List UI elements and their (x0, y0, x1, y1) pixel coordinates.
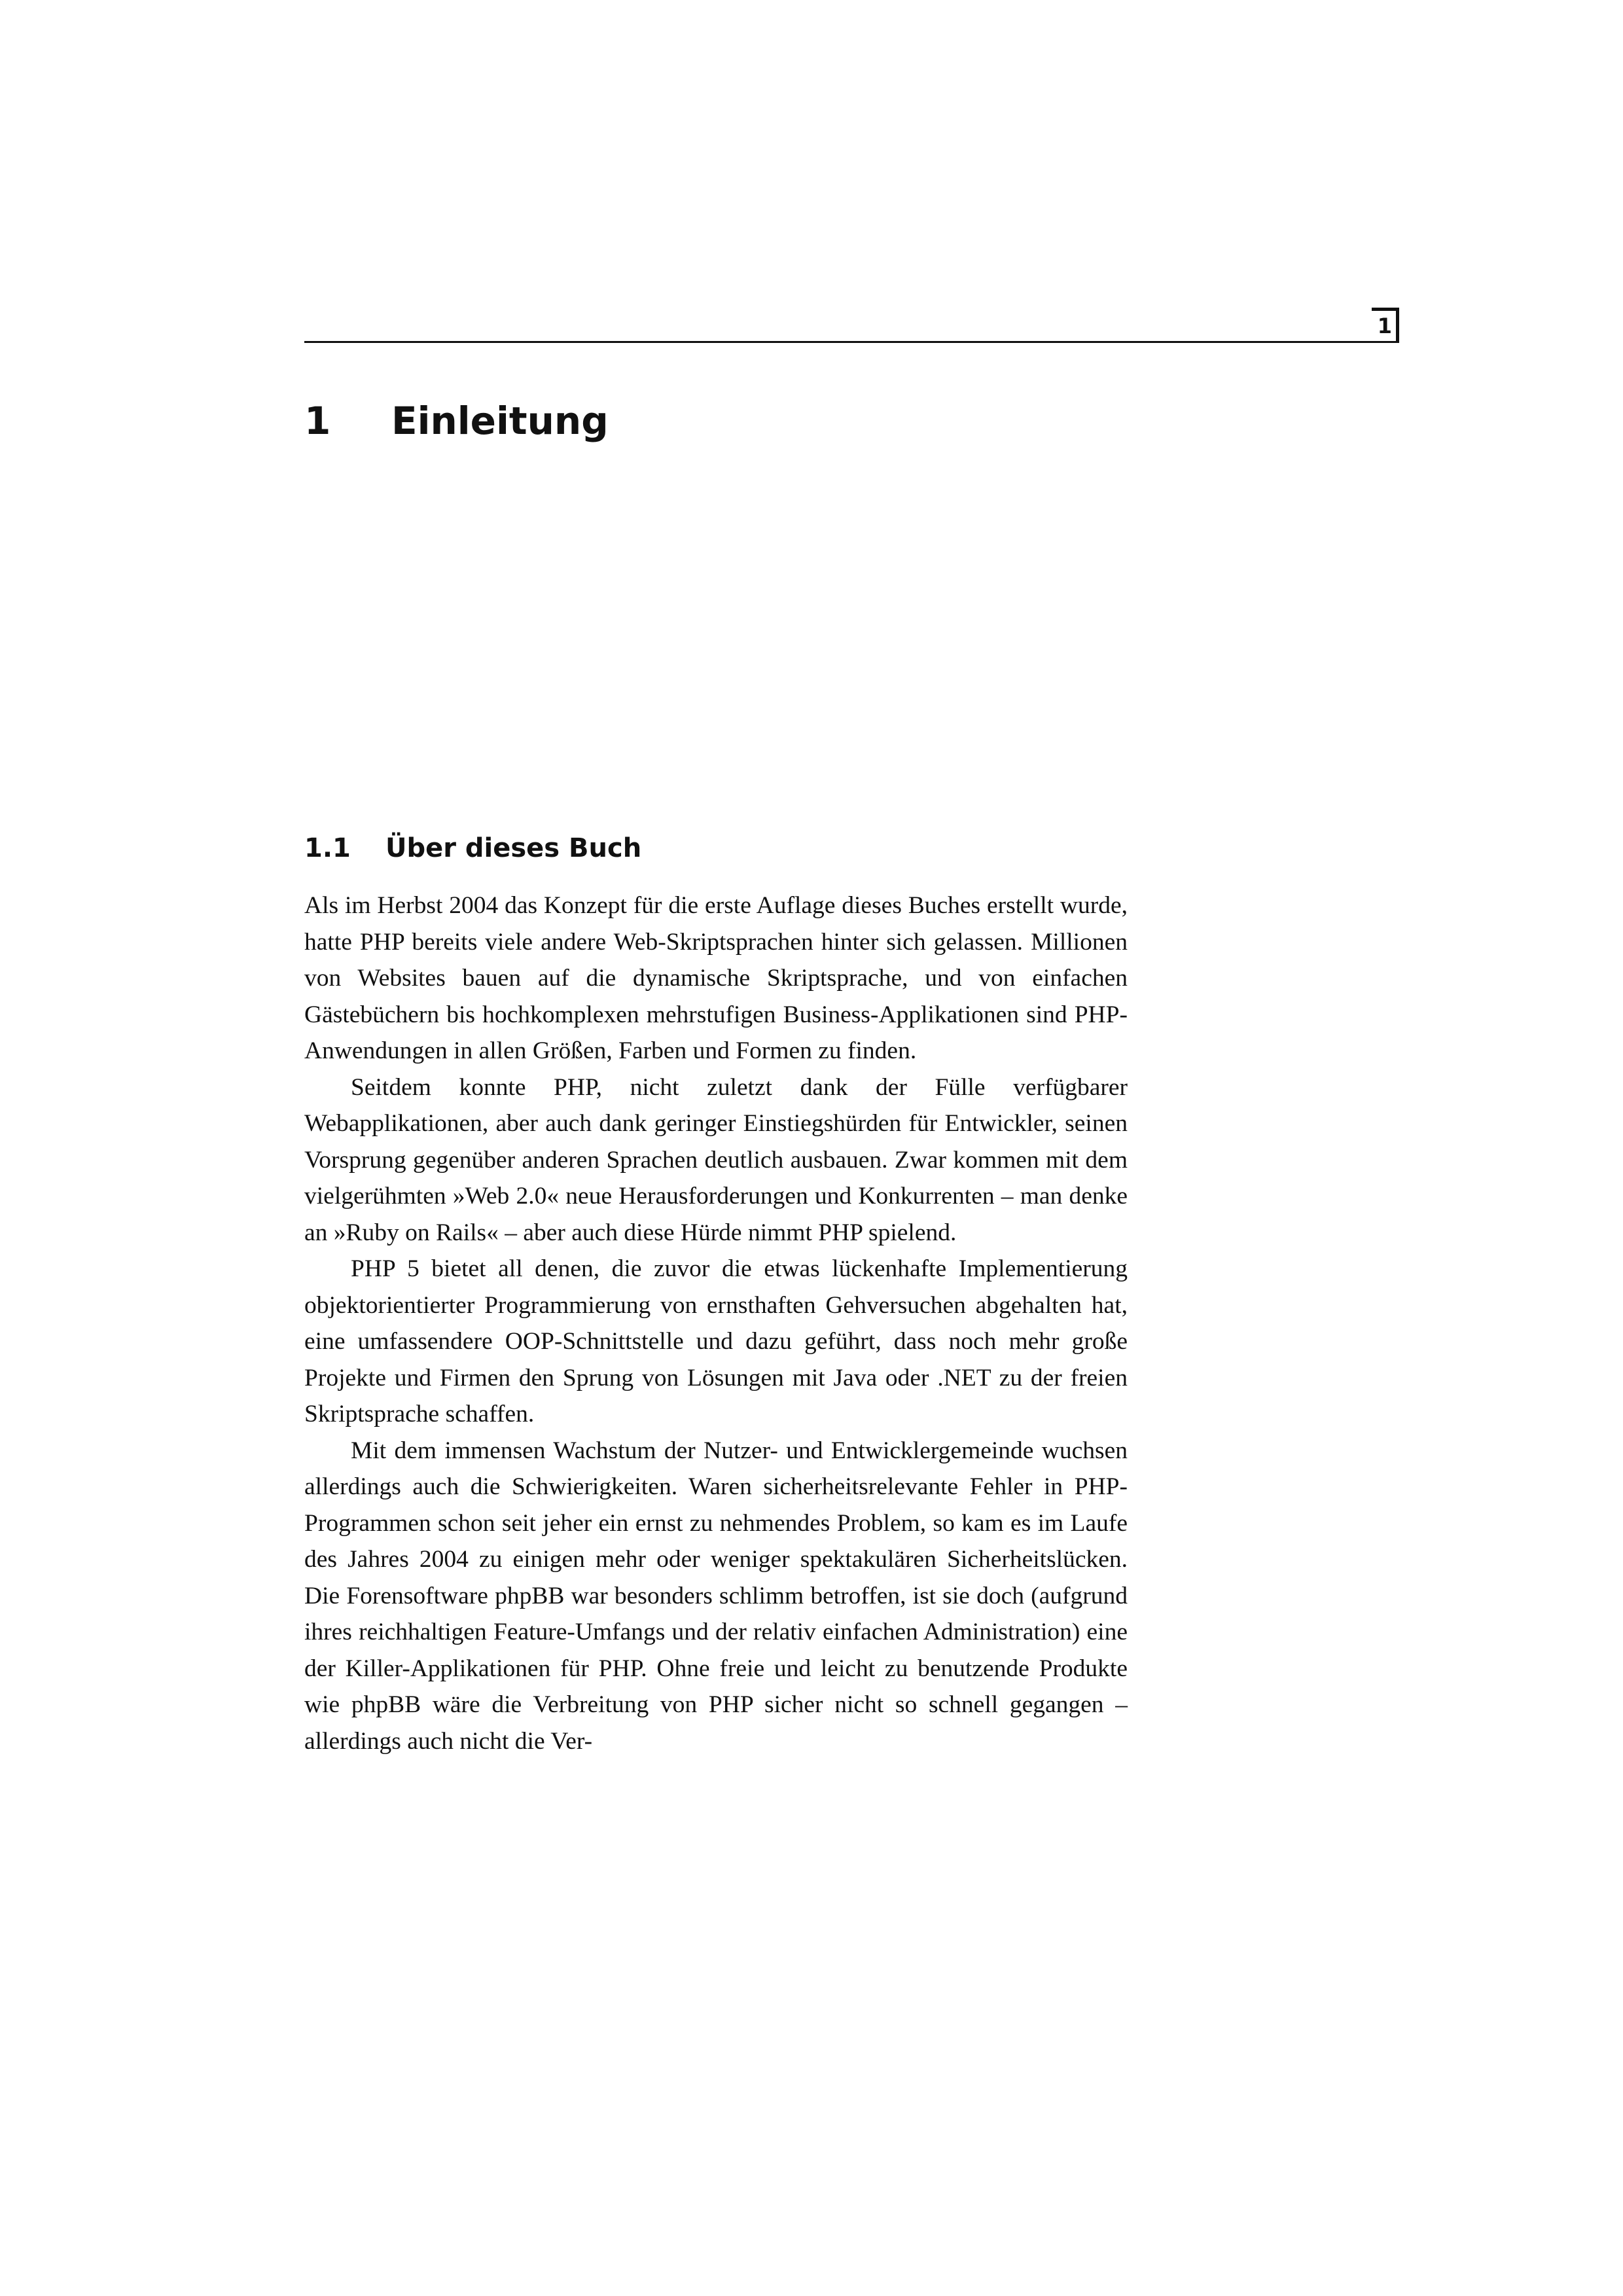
header-rule (304, 341, 1399, 343)
chapter-title: Einleitung (391, 399, 609, 443)
body-text (304, 888, 1128, 1759)
chapter-heading (304, 397, 609, 445)
paragraph: PHP 5 bietet all denen, die zuvor die etwas lückenhafte Implementierung objektorientierter Programmierung von ernsthaften Gehversuchen abgehalten hat, eine umfassendere OOP-Schnittstelle und dazu geführt, dass noch mehr große Projekte und Firmen den Sprung von Lösungen mit Java oder .NET zu der freien Skriptsprache schaffen. (304, 1255, 1128, 1427)
section-heading (304, 831, 641, 865)
page-marker-top-bar (1372, 308, 1399, 311)
section-number: 1.1 (304, 833, 351, 863)
page-marker-side-bar (1396, 308, 1399, 343)
paragraph: Seitdem konnte PHP, nicht zuletzt dank der Fülle verfügbarer Webapplikationen, aber auch dank geringer Einstiegshürden für Entwickler, seinen Vorsprung gegenüber anderen Sprachen deutlich ausbauen. Zwar kommen mit dem vielgerühmten »Web 2.0« neue Herausforderungen und Konkurrenten – man denke an »Ruby on Rails« – aber auch diese Hürde nimmt PHP spielend. (304, 1073, 1128, 1246)
paragraph: Mit dem immensen Wachstum der Nutzer- und Entwicklergemeinde wuchsen allerdings auch die Schwierigkeiten. Waren sicherheitsrelevante Fehler in PHP-Programmen schon seit jeher ein ernst zu nehmendes Problem, so kam es im Laufe des Jahres 2004 zu einigen mehr oder weniger spektakulären Sicherheitslücken. Die Forensoftware phpBB war besonders schlimm betroffen, ist sie doch (aufgrund ihres reichhaltigen Feature-Umfangs und der relativ einfachen Administration) eine der Killer-Applikationen für PHP. Ohne freie und leicht zu benutzende Produkte wie phpBB wäre die Verbreitung von PHP sicher nicht so schnell gegangen – allerdings auch nicht die Ver- (304, 1437, 1128, 1755)
paragraph: Als im Herbst 2004 das Konzept für die erste Auflage dieses Buches erstellt wurde, hatte PHP bereits viele andere Web-Skriptsprachen hinter sich gelassen. Millionen von Websites bauen auf die dynamische Skriptsprache, und von einfachen Gästebüchern bis hochkomplexen mehrstufigen Business-Applikationen sind PHP-Anwendungen in allen Größen, Farben und Formen zu finden. (304, 892, 1128, 1064)
chapter-number: 1 (304, 399, 331, 443)
page-number: 1 (1377, 314, 1392, 338)
section-title: Über dieses Buch (385, 833, 642, 863)
page-number-marker (1372, 308, 1399, 343)
